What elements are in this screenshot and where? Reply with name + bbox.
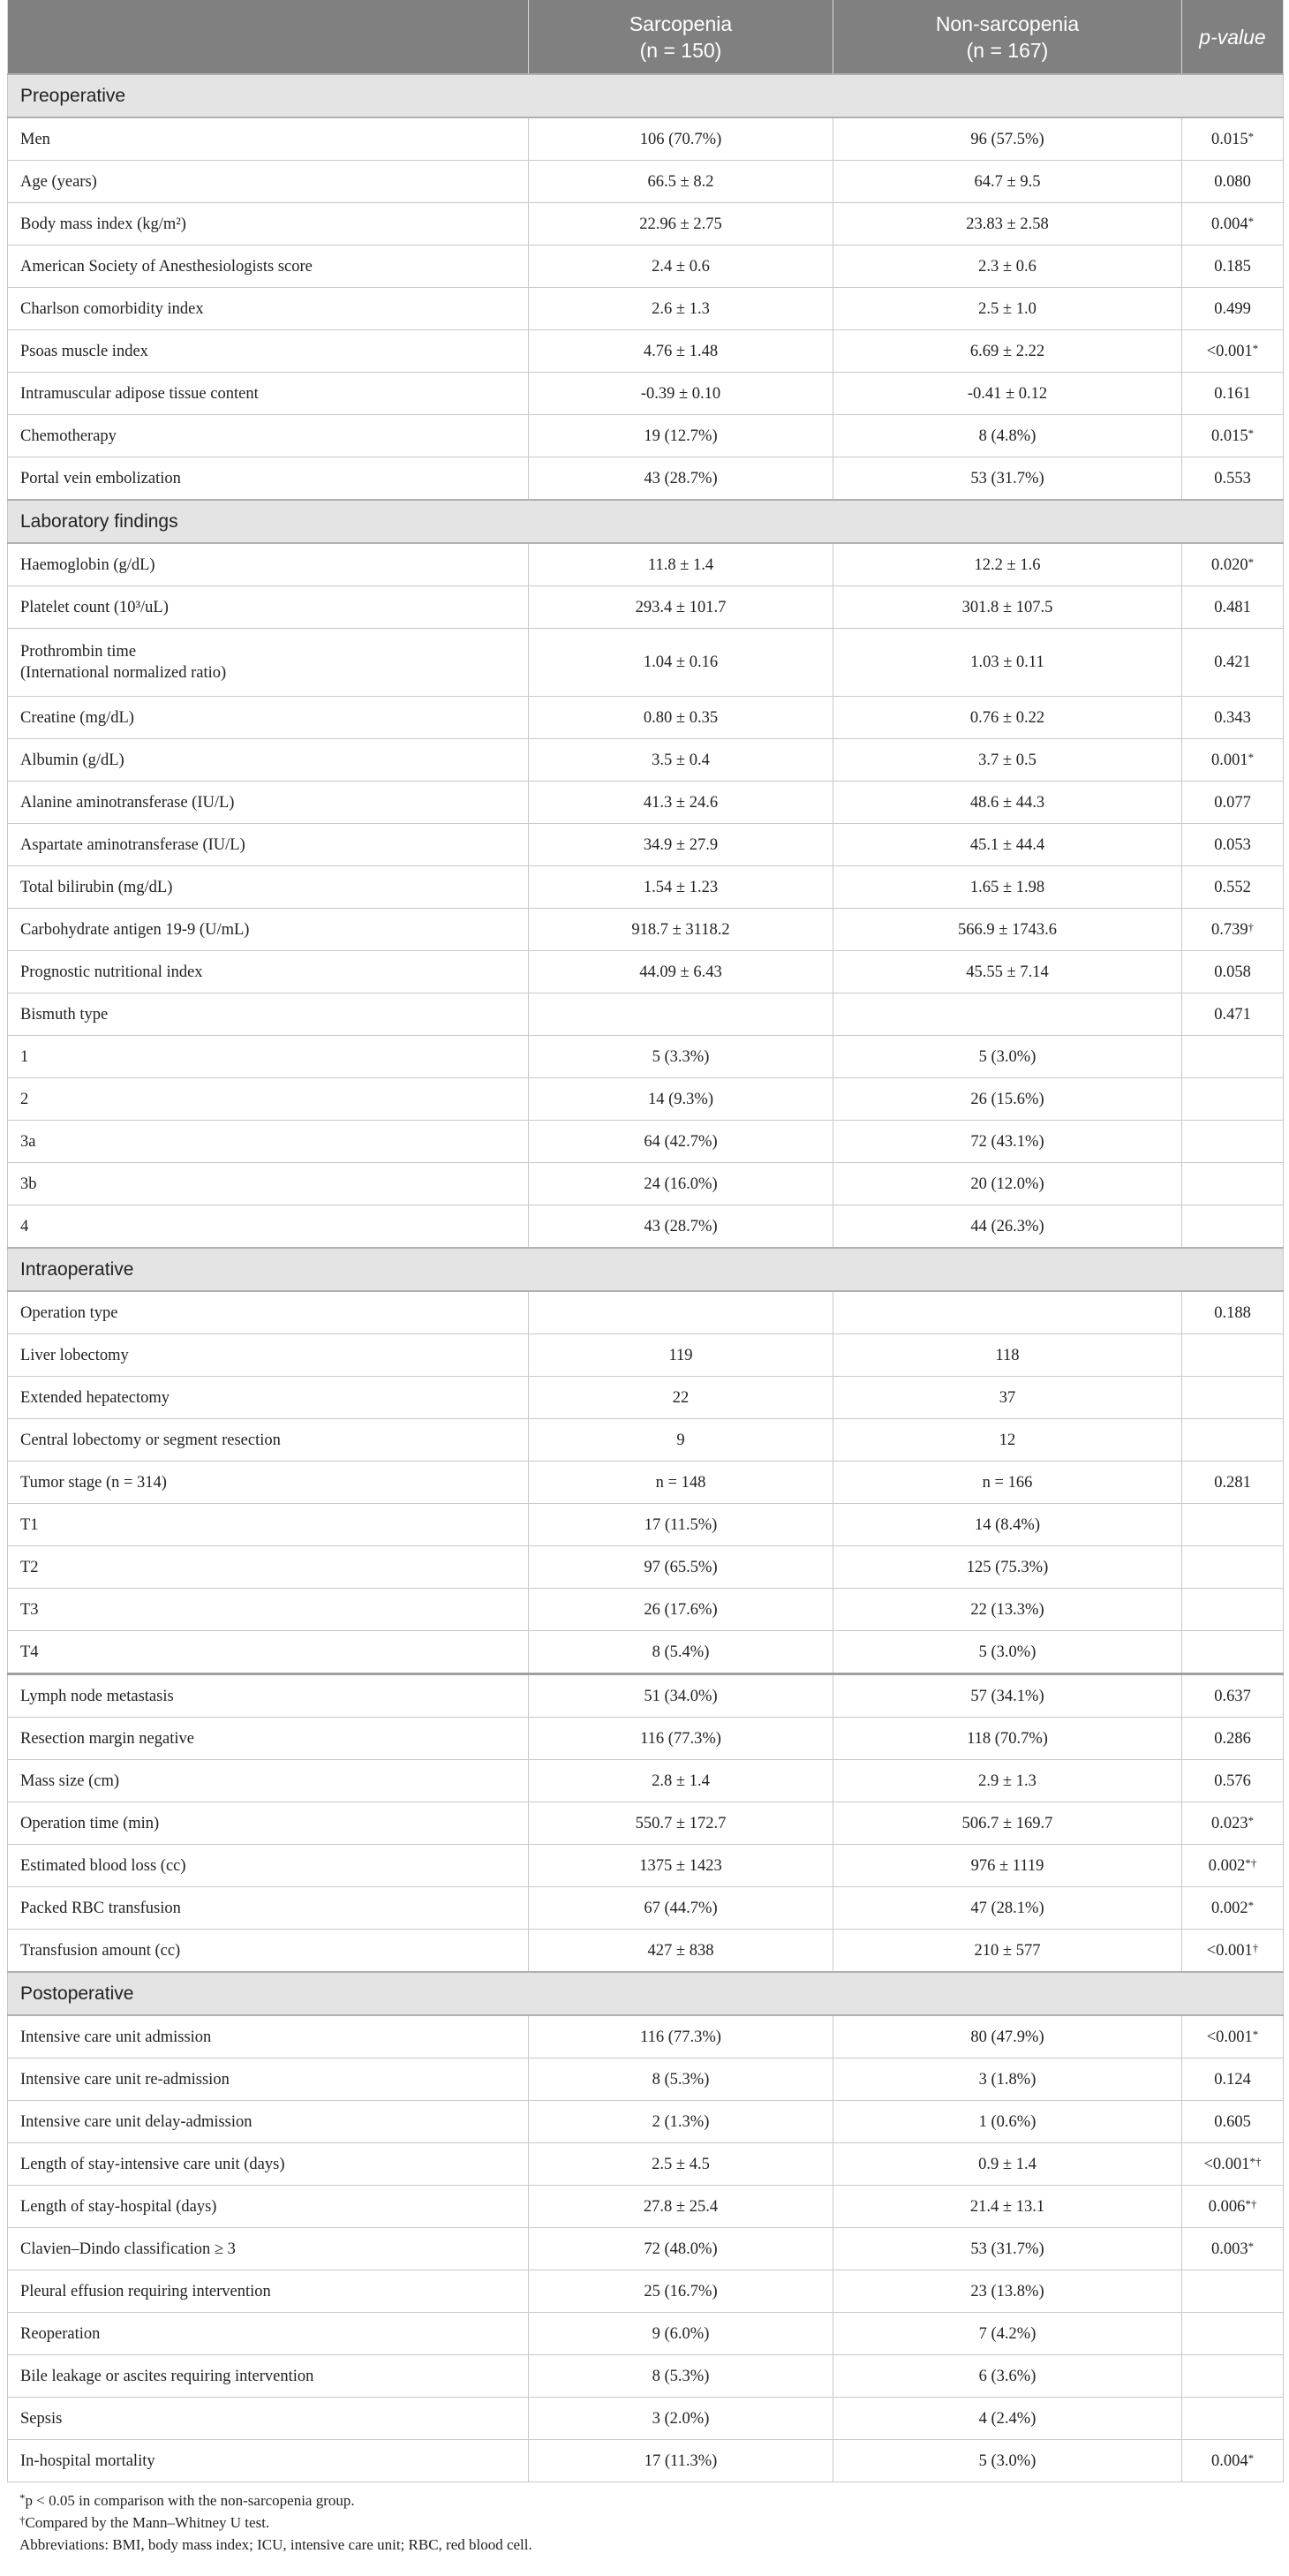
- non-sarcopenia-value: 506.7 ± 169.7: [833, 1802, 1182, 1845]
- sarcopenia-value: 64 (42.7%): [529, 1121, 833, 1163]
- table-row: [8, 586, 1284, 629]
- p-value: 0.015*: [1182, 415, 1284, 457]
- non-sarcopenia-value: 37: [833, 1377, 1182, 1419]
- sarcopenia-value: 27.8 ± 25.4: [529, 2186, 833, 2228]
- p-value: [1182, 1334, 1284, 1377]
- table-row: [8, 203, 1284, 246]
- section-header-row: [8, 1972, 1284, 2015]
- table-row: [8, 288, 1284, 330]
- row-label: Transfusion amount (cc): [8, 1930, 529, 1973]
- header-non-sarcopenia-title: Non-sarcopenia: [935, 11, 1080, 35]
- footnotes: [7, 2489, 1283, 2556]
- non-sarcopenia-value: 48.6 ± 44.3: [833, 782, 1182, 824]
- section-title: Laboratory findings: [8, 500, 1284, 543]
- p-value: 0.739†: [1182, 909, 1284, 951]
- non-sarcopenia-value: 5 (3.0%): [833, 1631, 1182, 1674]
- row-label: Length of stay-intensive care unit (days): [8, 2143, 529, 2186]
- non-sarcopenia-value: 3.7 ± 0.5: [833, 739, 1182, 782]
- sarcopenia-value: 11.8 ± 1.4: [529, 543, 833, 586]
- non-sarcopenia-value: 64.7 ± 9.5: [833, 161, 1182, 203]
- p-value: <0.001†: [1182, 1930, 1284, 1973]
- row-label: Psoas muscle index: [8, 330, 529, 373]
- row-label: Sepsis: [8, 2398, 529, 2440]
- row-label: Alanine aminotransferase (IU/L): [8, 782, 529, 824]
- sarcopenia-value: 97 (65.5%): [529, 1546, 833, 1589]
- sarcopenia-value: 14 (9.3%): [529, 1078, 833, 1121]
- p-value: 0.637: [1182, 1674, 1284, 1718]
- non-sarcopenia-value: 12: [833, 1419, 1182, 1462]
- section-title: Preoperative: [8, 74, 1284, 117]
- p-value: [1182, 2313, 1284, 2355]
- table-row: [8, 246, 1284, 288]
- p-value: <0.001*†: [1182, 2143, 1284, 2186]
- row-label: [8, 629, 529, 697]
- table-row: [8, 866, 1284, 909]
- sarcopenia-value: 22.96 ± 2.75: [529, 203, 833, 246]
- row-label: Resection margin negative: [8, 1718, 529, 1760]
- table-row: [8, 1334, 1284, 1377]
- footnote: *p < 0.05 in comparison with the non-sarcopenia group.: [19, 2491, 355, 2509]
- sarcopenia-value: 67 (44.7%): [529, 1887, 833, 1930]
- row-label: Bismuth type: [8, 993, 529, 1036]
- row-label: T1: [8, 1504, 529, 1546]
- p-value: 0.004*: [1182, 2440, 1284, 2482]
- sarcopenia-value: 43 (28.7%): [529, 1205, 833, 1249]
- header-sarcopenia: [529, 0, 833, 74]
- row-label: Chemotherapy: [8, 415, 529, 457]
- p-value: [1182, 1078, 1284, 1121]
- non-sarcopenia-value: 2.3 ± 0.6: [833, 246, 1182, 288]
- p-value: 0.003*: [1182, 2228, 1284, 2270]
- non-sarcopenia-value: [833, 1291, 1182, 1334]
- non-sarcopenia-value: 3 (1.8%): [833, 2059, 1182, 2101]
- table-row: [8, 909, 1284, 951]
- non-sarcopenia-value: 53 (31.7%): [833, 457, 1182, 501]
- table-row: [8, 543, 1284, 586]
- table-row: [8, 1930, 1284, 1973]
- table-header-row: [8, 0, 1284, 74]
- header-p-value: [1182, 0, 1284, 74]
- table-row: [8, 2101, 1284, 2143]
- row-label: T2: [8, 1546, 529, 1589]
- table-row: [8, 1377, 1284, 1419]
- footnote: †Compared by the Mann–Whitney U test.: [19, 2513, 270, 2531]
- table-row: [8, 1802, 1284, 1845]
- table-row: [8, 697, 1284, 739]
- non-sarcopenia-value: 45.55 ± 7.14: [833, 951, 1182, 993]
- table-row: [8, 2313, 1284, 2355]
- p-value: [1182, 1419, 1284, 1462]
- sarcopenia-value: 1375 ± 1423: [529, 1845, 833, 1887]
- sarcopenia-value: 119: [529, 1334, 833, 1377]
- row-label: Mass size (cm): [8, 1760, 529, 1802]
- p-value: [1182, 2398, 1284, 2440]
- table-row: [8, 415, 1284, 457]
- non-sarcopenia-value: 0.76 ± 0.22: [833, 697, 1182, 739]
- section-header-row: [8, 74, 1284, 117]
- sarcopenia-value: 41.3 ± 24.6: [529, 782, 833, 824]
- sarcopenia-value: 24 (16.0%): [529, 1163, 833, 1205]
- sarcopenia-value: 25 (16.7%): [529, 2270, 833, 2313]
- row-label: Extended hepatectomy: [8, 1377, 529, 1419]
- sarcopenia-value: 43 (28.7%): [529, 457, 833, 501]
- p-value: [1182, 1631, 1284, 1674]
- p-value: 0.077: [1182, 782, 1284, 824]
- row-label: 3a: [8, 1121, 529, 1163]
- table-row: [8, 1631, 1284, 1674]
- p-value: [1182, 1377, 1284, 1419]
- sarcopenia-value: 2.6 ± 1.3: [529, 288, 833, 330]
- p-value: [1182, 1589, 1284, 1631]
- non-sarcopenia-value: 976 ± 1119: [833, 1845, 1182, 1887]
- non-sarcopenia-value: 1 (0.6%): [833, 2101, 1182, 2143]
- p-value: 0.471: [1182, 993, 1284, 1036]
- non-sarcopenia-value: 5 (3.0%): [833, 1036, 1182, 1078]
- row-label: Pleural effusion requiring intervention: [8, 2270, 529, 2313]
- non-sarcopenia-value: 125 (75.3%): [833, 1546, 1182, 1589]
- table-row: [8, 1718, 1284, 1760]
- p-value: [1182, 1205, 1284, 1249]
- row-label: Body mass index (kg/m²): [8, 203, 529, 246]
- row-label: 2: [8, 1078, 529, 1121]
- non-sarcopenia-value: 14 (8.4%): [833, 1504, 1182, 1546]
- table-row: [8, 2059, 1284, 2101]
- table-row: [8, 161, 1284, 203]
- table-container: [7, 0, 1283, 2556]
- p-value: <0.001*: [1182, 2015, 1284, 2059]
- table-body: [8, 74, 1284, 2482]
- p-value: [1182, 1163, 1284, 1205]
- row-label: Carbohydrate antigen 19-9 (U/mL): [8, 909, 529, 951]
- non-sarcopenia-value: 1.65 ± 1.98: [833, 866, 1182, 909]
- p-value: 0.576: [1182, 1760, 1284, 1802]
- header-non-sarcopenia-n: (n = 167): [966, 38, 1049, 62]
- p-value: [1182, 1036, 1284, 1078]
- p-value: 0.161: [1182, 373, 1284, 415]
- p-value: 0.002*: [1182, 1887, 1284, 1930]
- sarcopenia-value: 9: [529, 1419, 833, 1462]
- row-label: Liver lobectomy: [8, 1334, 529, 1377]
- non-sarcopenia-value: 0.9 ± 1.4: [833, 2143, 1182, 2186]
- row-label: Haemoglobin (g/dL): [8, 543, 529, 586]
- p-value: 0.004*: [1182, 203, 1284, 246]
- sarcopenia-value: 4.76 ± 1.48: [529, 330, 833, 373]
- row-label: T3: [8, 1589, 529, 1631]
- header-p-value-text: p-value: [1199, 25, 1266, 49]
- sarcopenia-value: 2.8 ± 1.4: [529, 1760, 833, 1802]
- row-label: Creatine (mg/dL): [8, 697, 529, 739]
- p-value: 0.053: [1182, 824, 1284, 866]
- section-title: Postoperative: [8, 1972, 1284, 2015]
- sarcopenia-value: 3 (2.0%): [529, 2398, 833, 2440]
- row-label: In-hospital mortality: [8, 2440, 529, 2482]
- sarcopenia-value: 17 (11.3%): [529, 2440, 833, 2482]
- table-row: [8, 1760, 1284, 1802]
- non-sarcopenia-value: 23.83 ± 2.58: [833, 203, 1182, 246]
- p-value: 0.001*: [1182, 739, 1284, 782]
- sarcopenia-value: n = 148: [529, 1462, 833, 1504]
- p-value: 0.553: [1182, 457, 1284, 501]
- sarcopenia-value: 8 (5.3%): [529, 2059, 833, 2101]
- table-row: [8, 1674, 1284, 1718]
- p-value: [1182, 1546, 1284, 1589]
- p-value: 0.185: [1182, 246, 1284, 288]
- row-label: Reoperation: [8, 2313, 529, 2355]
- row-label: 1: [8, 1036, 529, 1078]
- non-sarcopenia-value: n = 166: [833, 1462, 1182, 1504]
- sarcopenia-value: 116 (77.3%): [529, 2015, 833, 2059]
- sarcopenia-value: 9 (6.0%): [529, 2313, 833, 2355]
- table-row: [8, 2186, 1284, 2228]
- table-row: [8, 1589, 1284, 1631]
- non-sarcopenia-value: 2.5 ± 1.0: [833, 288, 1182, 330]
- table-row: [8, 1205, 1284, 1249]
- row-label: 3b: [8, 1163, 529, 1205]
- p-value: 0.058: [1182, 951, 1284, 993]
- p-value: [1182, 2270, 1284, 2313]
- table-row: [8, 1291, 1284, 1334]
- sarcopenia-value: 72 (48.0%): [529, 2228, 833, 2270]
- p-value: [1182, 2355, 1284, 2398]
- non-sarcopenia-value: [833, 993, 1182, 1036]
- section-header-row: [8, 1248, 1284, 1291]
- sarcopenia-value: 8 (5.3%): [529, 2355, 833, 2398]
- non-sarcopenia-value: 12.2 ± 1.6: [833, 543, 1182, 586]
- non-sarcopenia-value: 6 (3.6%): [833, 2355, 1182, 2398]
- non-sarcopenia-value: 96 (57.5%): [833, 117, 1182, 161]
- table-row: [8, 2270, 1284, 2313]
- row-label: Men: [8, 117, 529, 161]
- section-title: Intraoperative: [8, 1248, 1284, 1291]
- table-row: [8, 1887, 1284, 1930]
- row-label: Intramuscular adipose tissue content: [8, 373, 529, 415]
- non-sarcopenia-value: 22 (13.3%): [833, 1589, 1182, 1631]
- non-sarcopenia-value: 7 (4.2%): [833, 2313, 1182, 2355]
- table-row: [8, 739, 1284, 782]
- sarcopenia-value: 116 (77.3%): [529, 1718, 833, 1760]
- p-value: 0.481: [1182, 586, 1284, 629]
- row-label: Aspartate aminotransferase (IU/L): [8, 824, 529, 866]
- table-row: [8, 993, 1284, 1036]
- table-row: [8, 824, 1284, 866]
- p-value: [1182, 1504, 1284, 1546]
- row-label: American Society of Anesthesiologists score: [8, 246, 529, 288]
- p-value: 0.421: [1182, 629, 1284, 697]
- sarcopenia-value: 1.04 ± 0.16: [529, 629, 833, 697]
- row-label: Intensive care unit re-admission: [8, 2059, 529, 2101]
- sarcopenia-value: -0.39 ± 0.10: [529, 373, 833, 415]
- table-row: [8, 457, 1284, 501]
- sarcopenia-value: 3.5 ± 0.4: [529, 739, 833, 782]
- non-sarcopenia-value: 26 (15.6%): [833, 1078, 1182, 1121]
- p-value: 0.002*†: [1182, 1845, 1284, 1887]
- non-sarcopenia-value: 6.69 ± 2.22: [833, 330, 1182, 373]
- sarcopenia-value: 17 (11.5%): [529, 1504, 833, 1546]
- row-label: Platelet count (10³/uL): [8, 586, 529, 629]
- row-label: Portal vein embolization: [8, 457, 529, 501]
- non-sarcopenia-value: 210 ± 577: [833, 1930, 1182, 1973]
- p-value: 0.499: [1182, 288, 1284, 330]
- table-row: [8, 1845, 1284, 1887]
- sarcopenia-value: 550.7 ± 172.7: [529, 1802, 833, 1845]
- p-value: 0.006*†: [1182, 2186, 1284, 2228]
- non-sarcopenia-value: 45.1 ± 44.4: [833, 824, 1182, 866]
- sarcopenia-value: 34.9 ± 27.9: [529, 824, 833, 866]
- row-label: Packed RBC transfusion: [8, 1887, 529, 1930]
- table-row: [8, 117, 1284, 161]
- row-label: Tumor stage (n = 314): [8, 1462, 529, 1504]
- table-row: [8, 1163, 1284, 1205]
- row-label: Central lobectomy or segment resection: [8, 1419, 529, 1462]
- row-label: Prognostic nutritional index: [8, 951, 529, 993]
- p-value: 0.343: [1182, 697, 1284, 739]
- non-sarcopenia-value: 5 (3.0%): [833, 2440, 1182, 2482]
- non-sarcopenia-value: 566.9 ± 1743.6: [833, 909, 1182, 951]
- p-value: 0.020*: [1182, 543, 1284, 586]
- row-label: Operation type: [8, 1291, 529, 1334]
- table-row: [8, 1546, 1284, 1589]
- sarcopenia-value: 106 (70.7%): [529, 117, 833, 161]
- sarcopenia-value: 1.54 ± 1.23: [529, 866, 833, 909]
- sarcopenia-value: 2.4 ± 0.6: [529, 246, 833, 288]
- p-value: 0.015*: [1182, 117, 1284, 161]
- table-row: [8, 2355, 1284, 2398]
- sarcopenia-value: 5 (3.3%): [529, 1036, 833, 1078]
- non-sarcopenia-value: 57 (34.1%): [833, 1674, 1182, 1718]
- results-table: [7, 0, 1284, 2482]
- non-sarcopenia-value: 118: [833, 1334, 1182, 1377]
- non-sarcopenia-value: 44 (26.3%): [833, 1205, 1182, 1249]
- p-value: 0.286: [1182, 1718, 1284, 1760]
- row-label: Intensive care unit admission: [8, 2015, 529, 2059]
- sarcopenia-value: 918.7 ± 3118.2: [529, 909, 833, 951]
- p-value: <0.001*: [1182, 330, 1284, 373]
- table-row: [8, 330, 1284, 373]
- non-sarcopenia-value: 47 (28.1%): [833, 1887, 1182, 1930]
- sarcopenia-value: 2.5 ± 4.5: [529, 2143, 833, 2186]
- table-row: [8, 1462, 1284, 1504]
- row-label: Lymph node metastasis: [8, 1674, 529, 1718]
- sarcopenia-value: 22: [529, 1377, 833, 1419]
- p-value: [1182, 1121, 1284, 1163]
- sarcopenia-value: 427 ± 838: [529, 1930, 833, 1973]
- non-sarcopenia-value: 301.8 ± 107.5: [833, 586, 1182, 629]
- table-row: [8, 2015, 1284, 2059]
- table-row: [8, 1504, 1284, 1546]
- row-label: Clavien–Dindo classification ≥ 3: [8, 2228, 529, 2270]
- row-label: Operation time (min): [8, 1802, 529, 1845]
- sarcopenia-value: 0.80 ± 0.35: [529, 697, 833, 739]
- row-label: 4: [8, 1205, 529, 1249]
- table-row: [8, 2398, 1284, 2440]
- sarcopenia-value: [529, 1291, 833, 1334]
- row-label: Intensive care unit delay-admission: [8, 2101, 529, 2143]
- row-label: Total bilirubin (mg/dL): [8, 866, 529, 909]
- p-value: 0.281: [1182, 1462, 1284, 1504]
- sarcopenia-value: 26 (17.6%): [529, 1589, 833, 1631]
- table-row: [8, 2143, 1284, 2186]
- sarcopenia-value: 8 (5.4%): [529, 1631, 833, 1674]
- row-label-line: (International normalized ratio): [20, 664, 227, 682]
- p-value: 0.188: [1182, 1291, 1284, 1334]
- sarcopenia-value: 51 (34.0%): [529, 1674, 833, 1718]
- table-row: [8, 1121, 1284, 1163]
- table-row: [8, 951, 1284, 993]
- table-row: [8, 1419, 1284, 1462]
- non-sarcopenia-value: 72 (43.1%): [833, 1121, 1182, 1163]
- non-sarcopenia-value: 21.4 ± 13.1: [833, 2186, 1182, 2228]
- header-non-sarcopenia: [833, 0, 1182, 74]
- table-row: [8, 1078, 1284, 1121]
- table-row: [8, 629, 1284, 697]
- p-value: 0.552: [1182, 866, 1284, 909]
- header-sarcopenia-n: (n = 150): [639, 38, 722, 62]
- p-value: 0.023*: [1182, 1802, 1284, 1845]
- row-label: Length of stay-hospital (days): [8, 2186, 529, 2228]
- header-sarcopenia-title: Sarcopenia: [629, 11, 733, 35]
- row-label: T4: [8, 1631, 529, 1674]
- row-label: Estimated blood loss (cc): [8, 1845, 529, 1887]
- sarcopenia-value: [529, 993, 833, 1036]
- table-row: [8, 1036, 1284, 1078]
- non-sarcopenia-value: 53 (31.7%): [833, 2228, 1182, 2270]
- p-value: 0.124: [1182, 2059, 1284, 2101]
- sarcopenia-value: 44.09 ± 6.43: [529, 951, 833, 993]
- non-sarcopenia-value: 1.03 ± 0.11: [833, 629, 1182, 697]
- p-value: 0.605: [1182, 2101, 1284, 2143]
- non-sarcopenia-value: 20 (12.0%): [833, 1163, 1182, 1205]
- row-label: Albumin (g/dL): [8, 739, 529, 782]
- footnote: Abbreviations: BMI, body mass index; ICU, intensive care unit; RBC, red blood cell.: [19, 2536, 532, 2553]
- non-sarcopenia-value: -0.41 ± 0.12: [833, 373, 1182, 415]
- non-sarcopenia-value: 23 (13.8%): [833, 2270, 1182, 2313]
- non-sarcopenia-value: 8 (4.8%): [833, 415, 1182, 457]
- sarcopenia-value: 66.5 ± 8.2: [529, 161, 833, 203]
- non-sarcopenia-value: 4 (2.4%): [833, 2398, 1182, 2440]
- sarcopenia-value: 293.4 ± 101.7: [529, 586, 833, 629]
- row-label: Bile leakage or ascites requiring intervention: [8, 2355, 529, 2398]
- sarcopenia-value: 2 (1.3%): [529, 2101, 833, 2143]
- header-variable: [8, 0, 529, 74]
- p-value: 0.080: [1182, 161, 1284, 203]
- section-header-row: [8, 500, 1284, 543]
- non-sarcopenia-value: 80 (47.9%): [833, 2015, 1182, 2059]
- table-row: [8, 373, 1284, 415]
- row-label-line: Prothrombin time: [20, 643, 137, 661]
- row-label: Charlson comorbidity index: [8, 288, 529, 330]
- table-row: [8, 2228, 1284, 2270]
- table-row: [8, 782, 1284, 824]
- table-row: [8, 2440, 1284, 2482]
- sarcopenia-value: 19 (12.7%): [529, 415, 833, 457]
- non-sarcopenia-value: 118 (70.7%): [833, 1718, 1182, 1760]
- non-sarcopenia-value: 2.9 ± 1.3: [833, 1760, 1182, 1802]
- row-label: Age (years): [8, 161, 529, 203]
